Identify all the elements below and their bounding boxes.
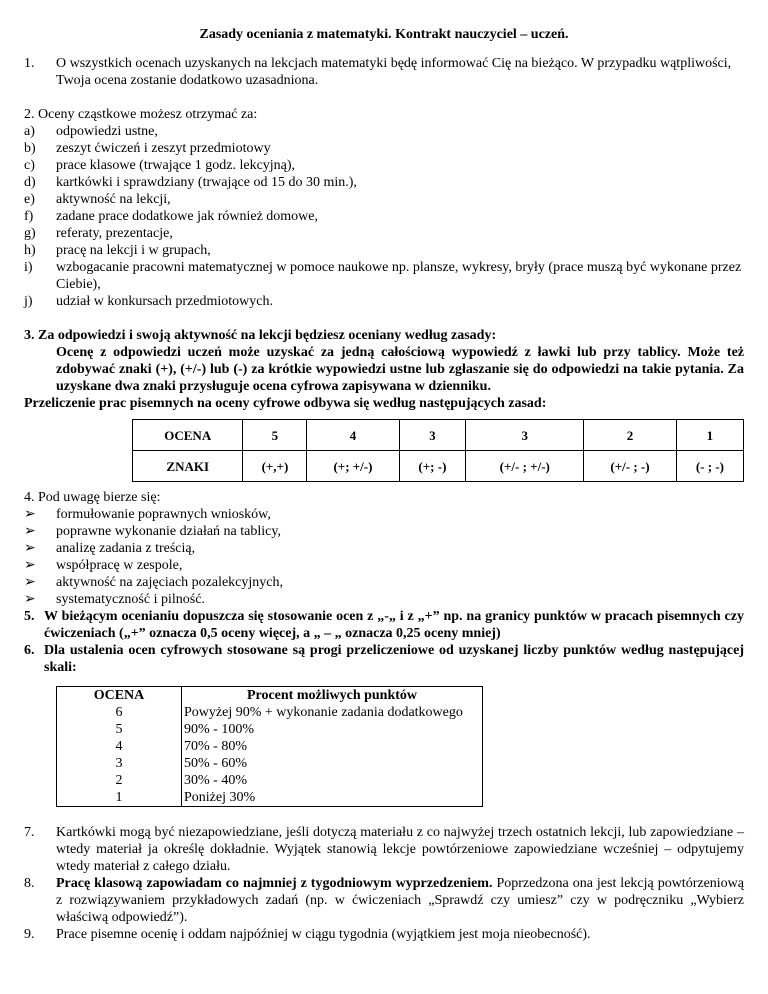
list-item-text: poprawne wykonanie działań na tablicy, (56, 524, 281, 539)
table-row (57, 721, 483, 738)
table-cell: 6 (57, 704, 182, 721)
paragraph-number: 9. (24, 927, 35, 942)
arrow-bullet-icon: ➢ (24, 575, 36, 590)
list-item-text: kartkówki i sprawdziany (trwające od 15 do 30 min.), (56, 175, 357, 190)
table-row (57, 738, 483, 755)
paragraph-number: 6. (24, 643, 35, 658)
list-item (24, 574, 744, 591)
table-header-cell: OCENA (57, 687, 182, 705)
paragraph-number: 7. (24, 825, 35, 840)
list-item-text: współpracę w zespole, (56, 558, 183, 573)
list-item-text: prace klasowe (trwające 1 godz. lekcyjną), (56, 158, 296, 173)
table-cell: 3 (466, 420, 584, 451)
paragraph-7 (24, 824, 744, 875)
paragraph-number: 1. (24, 56, 35, 71)
table-cell: (+; -) (399, 451, 466, 482)
list-item-label: c) (24, 158, 35, 173)
table-cell: 90% - 100% (182, 721, 483, 738)
list-item (24, 157, 744, 174)
table-cell: 4 (57, 738, 182, 755)
list-item (24, 174, 744, 191)
table-cell: 5 (243, 420, 307, 451)
list-item (24, 591, 744, 608)
list-item (24, 540, 744, 557)
table-cell: Powyżej 90% + wykonanie zadania dodatkowego (182, 704, 483, 721)
list-item (24, 191, 744, 208)
list-item-label: b) (24, 141, 36, 156)
list-item-text: pracę na lekcji i w grupach, (56, 243, 211, 258)
section-4 (24, 489, 744, 608)
section-4-heading: 4. Pod uwagę bierze się: (24, 490, 161, 505)
section-3-number: 3. (24, 328, 35, 343)
table-cell: (+,+) (243, 451, 307, 482)
table-row (133, 451, 744, 482)
paragraph-9 (24, 926, 744, 943)
paragraph-text: Kartkówki mogą być niezapowiedziane, jeśli dotyczą materiału z co najwyżej trzech ostatnich lekcji, lub zapowiedziane – wtedy materiał ja określę dokładnie. Wyjątek stanowią lekcje powtórzeniowe zapowiedziane wcześniej – odpytujemy wtedy materiał z całego działu. (56, 825, 744, 874)
section-3-heading-text: Za odpowiedzi i swoją aktywność na lekcji będziesz oceniany według zasady: (38, 328, 497, 343)
list-item (24, 242, 744, 259)
table-cell: 30% - 40% (182, 772, 483, 789)
list-item-label: f) (24, 209, 34, 224)
arrow-bullet-icon: ➢ (24, 507, 36, 522)
paragraph-5 (24, 608, 744, 642)
table-row (133, 420, 744, 451)
list-item-text: udział w konkursach przedmiotowych. (56, 294, 273, 309)
paragraph-text: Prace pisemne ocenię i oddam najpóźniej w ciągu tygodnia (wyjątkiem jest moja nieobecność). (56, 927, 591, 942)
section-3-body: Ocenę z odpowiedzi uczeń może uzyskać za jedną całościową wypowiedź z ławki lub przy tablicy. Może też zdobywać znaki (+), (+/-) lub (-) za krótkie wypowiedzi ustne lub zgłaszanie się do odpowiedzi na takie pytania. Za uzyskane dwa znaki przysługuje ocena cyfrowa zapisywana w dzienniku. (56, 345, 744, 394)
list-item (24, 506, 744, 523)
table-cell: 2 (584, 420, 677, 451)
table-cell: (+/- ; +/-) (466, 451, 584, 482)
paragraph-text: Dla ustalenia ocen cyfrowych stosowane są progi przeliczeniowe od uzyskanej liczby punktów według następującej skali: (44, 643, 744, 675)
list-item (24, 293, 744, 310)
table-row (57, 772, 483, 789)
list-item (24, 225, 744, 242)
list-item-label: a) (24, 124, 35, 139)
list-item-text: odpowiedzi ustne, (56, 124, 158, 139)
table-cell: 3 (57, 755, 182, 772)
paragraph-text: W bieżącym ocenianiu dopuszcza się stosowanie ocen z „-„ i z „+” np. na granicy punktów w pracach pisemnych czy ćwiczeniach („+” oznacza 0,5 oceny więcej, a „ – „ oznacza 0,25 oceny mniej) (44, 609, 744, 641)
paragraph-1 (24, 55, 744, 89)
arrow-bullet-icon: ➢ (24, 558, 36, 573)
table-cell: 4 (307, 420, 399, 451)
table-cell: (+; +/-) (307, 451, 399, 482)
table-cell: Poniżej 30% (182, 789, 483, 807)
table-cell: (+/- ; -) (584, 451, 677, 482)
section-2 (24, 106, 744, 310)
table-header-cell: ZNAKI (133, 451, 243, 482)
list-item (24, 208, 744, 225)
list-item-text: analizę zadania z treścią, (56, 541, 196, 556)
list-item-label: g) (24, 226, 36, 241)
signs-table (132, 419, 744, 482)
document-page (24, 20, 744, 943)
list-item-label: h) (24, 243, 36, 258)
list-item-label: e) (24, 192, 35, 207)
list-item-text: aktywność na lekcji, (56, 192, 171, 207)
list-item-label: d) (24, 175, 36, 190)
list-item-text: referaty, prezentacje, (56, 226, 173, 241)
list-item-text: aktywność na zajęciach pozalekcyjnych, (56, 575, 284, 590)
table-header-cell: Procent możliwych punktów (182, 687, 483, 705)
paragraph-text (56, 875, 744, 926)
table-cell: 3 (399, 420, 466, 451)
table-cell: 70% - 80% (182, 738, 483, 755)
section-3-conversion: Przeliczenie prac pisemnych na oceny cyfrowe odbywa się według następujących zasad: (24, 396, 547, 411)
section-3-heading (24, 327, 744, 344)
table-cell: 1 (57, 789, 182, 807)
paragraph-bold-text: Pracę klasową zapowiadam co najmniej z tygodniowym wyprzedzeniem. (56, 876, 493, 891)
list-item-label: j) (24, 294, 33, 309)
arrow-bullet-icon: ➢ (24, 541, 36, 556)
paragraph-text: O wszystkich ocenach uzyskanych na lekcjach matematyki będę informować Cię na bieżąco. W przypadku wątpliwości, Twoja ocena zostanie dodatkowo uzasadniona. (56, 56, 732, 88)
list-item-text: wzbogacanie pracowni matematycznej w pomoce naukowe np. plansze, wykresy, bryły (prace muszą być wykonane przez Ciebie), (56, 260, 742, 292)
table-row (57, 755, 483, 772)
list-item-text: zeszyt ćwiczeń i zeszyt przedmiotowy (56, 141, 271, 156)
table-row (57, 789, 483, 807)
list-item (24, 523, 744, 540)
paragraph-number: 5. (24, 609, 35, 624)
section-2-heading: 2. Oceny cząstkowe możesz otrzymać za: (24, 107, 258, 122)
table-cell: 50% - 60% (182, 755, 483, 772)
table-cell: (- ; -) (676, 451, 743, 482)
grading-scale-table (56, 686, 483, 807)
paragraph-6 (24, 642, 744, 676)
paragraph-8 (24, 875, 744, 926)
paragraph-number: 8. (24, 876, 35, 891)
list-item-label: i) (24, 260, 33, 275)
list-item (24, 123, 744, 140)
table-cell: 5 (57, 721, 182, 738)
section-3 (24, 327, 744, 412)
list-item (24, 557, 744, 574)
list-item (24, 259, 744, 293)
table-row (57, 704, 483, 721)
table-header-cell: OCENA (133, 420, 243, 451)
list-item (24, 140, 744, 157)
list-item-text: formułowanie poprawnych wniosków, (56, 507, 271, 522)
list-item-text: zadane prace dodatkowe jak również domowe, (56, 209, 318, 224)
list-item-text: systematyczność i pilność. (56, 592, 205, 607)
page-title: Zasady oceniania z matematyki. Kontrakt nauczyciel – uczeń. (199, 27, 569, 42)
table-header-row (57, 687, 483, 705)
paragraph-rest-text: Poprzedzona ona jest lekcją powtórzeniową z rozwiązywaniem przykładowych zadań (np. w ćwiczeniach „Sprawdź czy umiesz” czy w podręczniku „Wybierz właściwą odpowiedź”). (56, 876, 745, 925)
arrow-bullet-icon: ➢ (24, 524, 36, 539)
table-cell: 1 (676, 420, 743, 451)
arrow-bullet-icon: ➢ (24, 592, 36, 607)
table-cell: 2 (57, 772, 182, 789)
